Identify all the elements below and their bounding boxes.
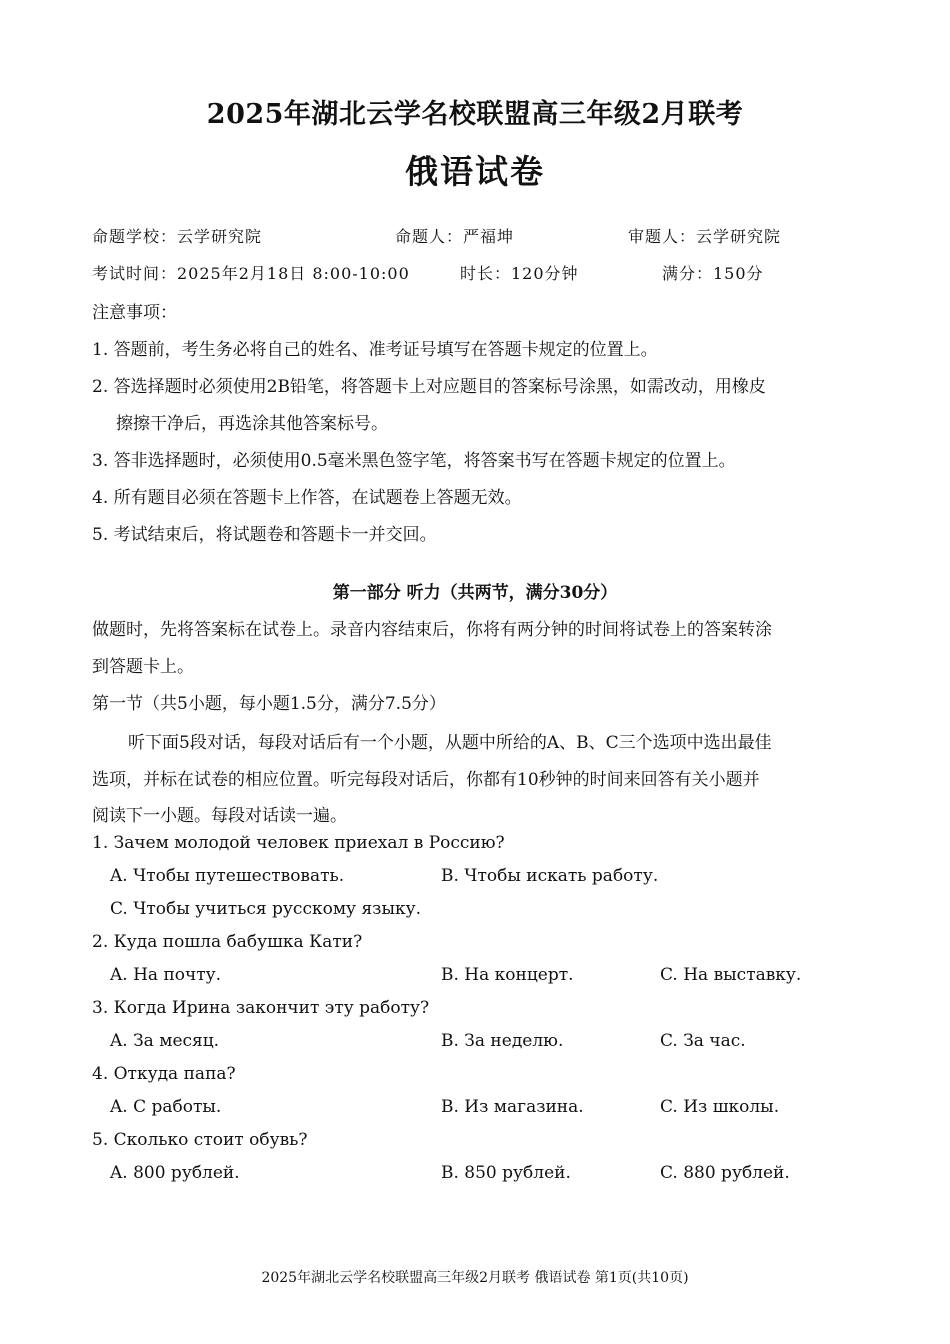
question-text: 1. Зачем молодой человек приехал в Россию? bbox=[92, 833, 505, 853]
option-c: C. 880 рублей. bbox=[660, 1163, 790, 1183]
option-b: B. Чтобы искать работу. bbox=[441, 866, 659, 886]
section1-instruction: 听下面5段对话，每段对话后有一个小题，从题中所给的A、B、C三个选项中选出最佳 bbox=[128, 733, 772, 753]
question-text: 3. Когда Ирина закончит эту работу? bbox=[92, 998, 430, 1018]
meta-author: 命题人：严福坤 bbox=[395, 227, 515, 246]
option-a: A. С работы. bbox=[110, 1097, 222, 1117]
page-footer: 2025年湖北云学名校联盟高三年级2月联考 俄语试卷 第1页(共10页) bbox=[261, 1270, 689, 1286]
section1-instruction: 阅读下一小题。每段对话读一遍。 bbox=[92, 806, 347, 826]
option-c: C. За час. bbox=[660, 1031, 746, 1051]
part1-title: 第一部分 听力（共两节，满分30分） bbox=[332, 583, 618, 603]
option-b: B. За неделю. bbox=[441, 1031, 564, 1051]
meta-duration: 时长：120分钟 bbox=[460, 264, 579, 283]
exam-subtitle: 俄语试卷 bbox=[405, 152, 545, 191]
note-item: 3. 答非选择题时，必须使用0.5毫米黑色签字笔，将答案书写在答题卡规定的位置上。 bbox=[92, 451, 736, 471]
note-item: 2. 答选择题时必须使用2B铅笔，将答题卡上对应题目的答案标号涂黑，如需改动，用橡皮 bbox=[92, 377, 766, 397]
option-a: A. За месяц. bbox=[110, 1031, 220, 1051]
question-text: 5. Сколько стоит обувь? bbox=[92, 1130, 308, 1150]
note-item: 1. 答题前，考生务必将自己的姓名、准考证号填写在答题卡规定的位置上。 bbox=[92, 340, 658, 360]
part1-intro-line: 做题时，先将答案标在试卷上。录音内容结束后，你将有两分钟的时间将试卷上的答案转涂 bbox=[92, 620, 772, 640]
meta-school: 命题学校：云学研究院 bbox=[92, 227, 263, 246]
option-b: B. Из магазина. bbox=[441, 1097, 584, 1117]
note-item: 4. 所有题目必须在答题卡上作答，在试题卷上答题无效。 bbox=[92, 488, 522, 508]
part1-intro-line: 到答题卡上。 bbox=[92, 657, 194, 677]
option-c: C. На выставку. bbox=[660, 965, 802, 985]
question-text: 4. Откуда папа? bbox=[92, 1064, 236, 1084]
option-c: C. Из школы. bbox=[660, 1097, 780, 1117]
meta-exam-time: 考试时间：2025年2月18日 8:00-10:00 bbox=[92, 264, 410, 283]
option-b: B. На концерт. bbox=[441, 965, 574, 985]
option-a: A. На почту. bbox=[110, 965, 222, 985]
question-text: 2. Куда пошла бабушка Кати? bbox=[92, 932, 363, 952]
option-b: B. 850 рублей. bbox=[441, 1163, 571, 1183]
section1-instruction: 选项，并标在试卷的相应位置。听完每段对话后，你都有10秒钟的时间来回答有关小题并 bbox=[92, 770, 760, 790]
meta-reviewer: 审题人：云学研究院 bbox=[628, 227, 782, 246]
note-item: 擦擦干净后，再选涂其他答案标号。 bbox=[116, 414, 388, 434]
notes-heading: 注意事项： bbox=[92, 303, 177, 323]
meta-full-score: 满分：150分 bbox=[662, 264, 764, 283]
option-a: A. 800 рублей. bbox=[110, 1163, 240, 1183]
option-c: C. Чтобы учиться русскому языку. bbox=[110, 899, 422, 919]
section1-title: 第一节（共5小题，每小题1.5分，满分7.5分） bbox=[92, 694, 446, 714]
note-item: 5. 考试结束后，将试题卷和答题卡一并交回。 bbox=[92, 525, 437, 545]
exam-title: 2025年湖北云学名校联盟高三年级2月联考 bbox=[206, 99, 744, 130]
option-a: A. Чтобы путешествовать. bbox=[110, 866, 345, 886]
